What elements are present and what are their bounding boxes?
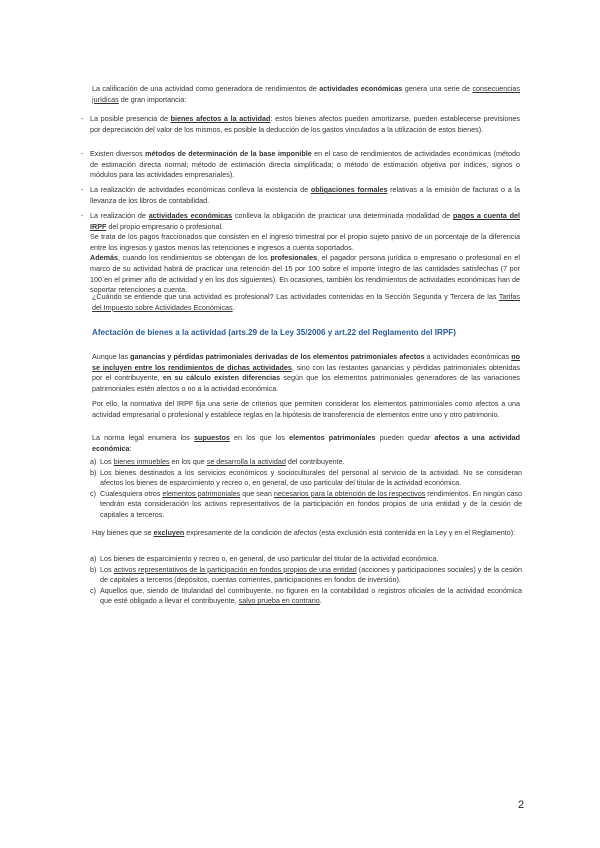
text: Los bienes de esparcimiento y recreo o, en general, de uso particular del titular de la actividad económica. — [100, 554, 439, 563]
text: de gran importancia: — [118, 94, 187, 104]
text: . — [232, 302, 235, 312]
bold-term: Además — [90, 253, 118, 263]
text: , sino con las restantes ganancias y pérdidas patrimoniales obtenidas por el contribuyente, — [92, 362, 520, 383]
list-letter: b) — [90, 564, 97, 574]
page-number: 2 — [518, 799, 525, 811]
paragraph-criteria: Por ello, la normativa del IRPF fija una serie de criterios que permiten considerar los elementos patrimoniales como afectos a una actividad empresarial o profesional y establece reglas en la hipótesis de transferencia de elementos entre uno y otro patrimonio. — [92, 399, 520, 419]
underlined-term: excluyen — [153, 528, 185, 537]
question-paragraph — [92, 292, 520, 313]
text: Aunque las — [92, 352, 131, 361]
list-item — [90, 565, 522, 586]
list-item — [90, 468, 522, 489]
text: , el pagador persona jurídica o empresario o profesional en el marco de su actividad habrá de practicar una retención del 15 por 100 sobre el importe íntegro de las cantidades satisfechas (7 por 100 en el primer año de actividad y en los dos siguientes). En ocasiones, también los rendimientos de actividades económicas han de soportar retenciones a cuenta. — [90, 253, 520, 295]
bold-term: actividades económicas — [319, 84, 403, 93]
text: Hay bienes que se — [92, 528, 154, 537]
underlined-term: no se incluyen entre los rendimientos de dichas actividades — [92, 352, 520, 372]
underlined-term: salvo prueba en contrario — [238, 596, 320, 606]
list-letter: c) — [90, 488, 96, 498]
text: Existen diversos — [90, 149, 146, 158]
excluded-assets-list — [90, 554, 522, 607]
bold-term: afectos a una actividad económica — [92, 433, 521, 453]
text: (acciones y participaciones sociales) y de la cesión de capitales a terceros (depósitos, cuentas corrientes, participaciones en fondos de inversión). — [100, 564, 523, 585]
underlined-term: consecuencias jurídicas — [92, 84, 520, 104]
list-letter: a) — [90, 457, 97, 466]
underlined-term: activos representativos de la participación en fondos propios de una entidad — [113, 564, 357, 574]
list-letter: c) — [90, 585, 96, 595]
text: conlleva la obligación de practicar una determinada modalidad de — [232, 211, 453, 220]
text: relativas a la emisión de facturas o a la llevanza de los libros de contabilidad. — [90, 185, 520, 205]
text: La posible presencia de — [90, 114, 171, 123]
text: La norma legal enumera los — [92, 433, 194, 442]
paragraph-exclusions — [92, 528, 520, 539]
bold-term: en su cálculo existen diferencias — [162, 373, 281, 383]
list-letter: b) — [90, 467, 97, 477]
paragraph-assumptions — [92, 433, 520, 454]
text: genera una serie de — [402, 84, 473, 93]
text: expresamente de la condición de afectos (esta exclusión está contenida en la Ley y en el Reglamento): — [184, 528, 516, 537]
bullet-dash: - — [81, 114, 84, 123]
underlined-term: Tarifas del Impuesto sobre Actividades Económicas — [92, 292, 520, 312]
bullet-2 — [81, 149, 521, 181]
text: La realización de actividades económicas conlleva la existencia de — [90, 185, 311, 194]
section-heading: Afectación de bienes a la actividad (arts.29 de la Ley 35/2006 y art.22 del Reglamento del IRPF) — [92, 328, 456, 337]
text: que sean — [240, 488, 274, 498]
text: ¿Cuándo se entiende que una actividad es profesional? Las actividades contenidas en la Sección Segunda y Tercera de las — [92, 292, 499, 301]
bold-term: profesionales — [270, 253, 318, 263]
text: del propio empresario o profesional. — [106, 221, 224, 231]
text: , cuando los rendimientos se obtengan de los — [117, 253, 271, 263]
text: Los bienes destinados a los servicios económicos y socioculturales del personal al servicio de la actividad. No se consideran afectos los bienes de esparcimiento y recreo o, en general, de uso particular del titular de la actividad económica. — [100, 467, 522, 488]
underlined-term: necesarios para la obtención de los respectivos — [273, 488, 426, 498]
text: según que los elementos patrimoniales generadores de las variaciones patrimoniales estén afectos o no a la actividad económica. — [92, 373, 520, 393]
underlined-term: bienes inmuebles — [113, 457, 170, 466]
text: a actividades económicas — [424, 352, 512, 361]
list-item — [90, 586, 522, 607]
underlined-term: se desarrolla la actividad — [206, 457, 286, 466]
list-letter: a) — [90, 554, 97, 563]
bullet-dash: - — [81, 185, 84, 194]
underlined-term: pagos a cuenta del IRPF — [90, 211, 520, 231]
text: en el caso de rendimientos de actividades económicas (método de estimación directa normal; método de estimación directa simplificada; o método de estimación objetiva por índices, signos o módulos para las actividades empresariales). — [90, 149, 521, 180]
list-item — [90, 489, 522, 521]
text: : estos bienes afectos pueden amortizarse, pueden establecerse previsiones por depreciación del valor de los mismos, es posible la deducción de los gastos vinculados a la utilización de estos bienes). — [90, 114, 520, 134]
underlined-term: actividades económicas — [148, 211, 233, 220]
text: La calificación de una actividad como generadora de rendimientos de — [92, 84, 320, 93]
paragraph-gains — [92, 352, 520, 394]
text: La realización de — [90, 211, 149, 220]
text: en los que los — [229, 433, 290, 442]
text: . — [319, 596, 322, 606]
bullet-3 — [81, 185, 520, 206]
text: Aquellos que, siendo de titularidad del contribuyente, no figuren en la contabilidad o registros oficiales de la actividad económica que esté obligado a llevar el contribuyente, — [100, 585, 522, 606]
list-item — [90, 554, 522, 565]
text: Se trata de los pagos fraccionados que consisten en el ingreso trimestral por el propio sujeto pasivo de un porcentaje de la diferencia entre los ingresos y gastos menos las retenciones e ingresos a cuenta soportados. — [90, 232, 520, 252]
bullet-dash: - — [81, 211, 84, 220]
bold-term: elementos patrimoniales — [289, 433, 376, 442]
bullet-dash: - — [81, 149, 84, 158]
list-item — [90, 457, 522, 468]
text: Los — [100, 457, 114, 466]
underlined-term: bienes afectos a la actividad — [170, 114, 271, 123]
text: : — [129, 443, 132, 453]
text: rendimientos. En ningún caso tendrán esta consideración los activos representativos de la participación en fondos propios de una entidad y de la cesión de capitales a terceros. — [100, 488, 522, 519]
intro-paragraph — [92, 84, 520, 105]
underlined-term: obligaciones formales — [310, 185, 388, 194]
bold-term: métodos de determinación de la base imponible — [145, 149, 312, 158]
underlined-term: supuestos — [193, 433, 230, 442]
text: del contribuyente. — [285, 457, 345, 466]
affected-assets-list — [90, 457, 522, 521]
text: Los — [100, 564, 114, 574]
text: Cualesquiera otros — [100, 488, 163, 498]
text: en los que — [169, 457, 207, 466]
bullet-1 — [81, 114, 520, 135]
underlined-term: elementos patrimoniales — [162, 488, 241, 498]
bold-term: ganancias y pérdidas patrimoniales derivadas de los elementos patrimoniales afectos — [130, 352, 425, 361]
text: pueden quedar — [375, 433, 435, 442]
bullet-4 — [81, 211, 520, 296]
